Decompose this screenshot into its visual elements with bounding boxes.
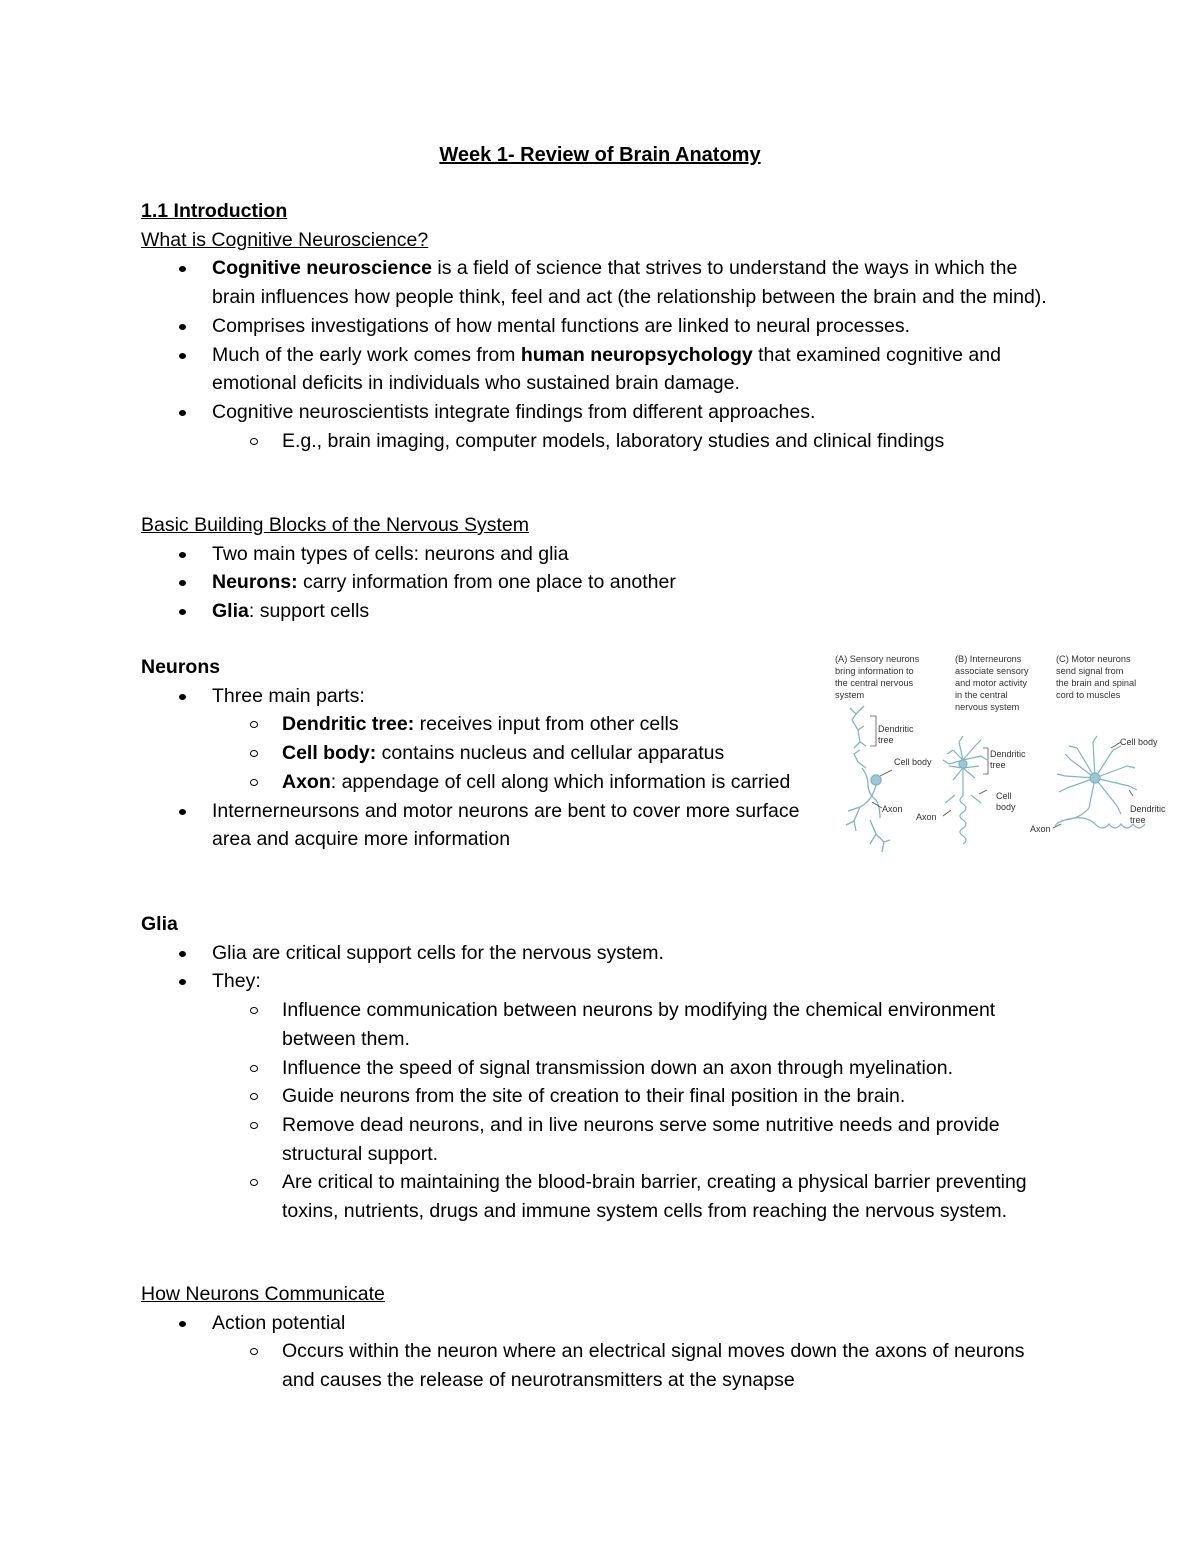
- circle-bullet-icon: [250, 750, 258, 757]
- list-item-text: carry information from one place to another: [297, 571, 676, 594]
- list-item-text: Remove dead neurons, and in live neurons serve some nutritive needs and provide structural support.: [282, 1113, 1000, 1165]
- sub-list-item: [141, 739, 821, 768]
- label-a-cell-body: Cell body: [894, 757, 932, 767]
- list-item: [141, 597, 1061, 626]
- sub-list-item: [141, 996, 1041, 1053]
- list-item-text: Cognitive neuroscientists integrate findings from different approaches.: [212, 400, 816, 423]
- building-blocks-section: [141, 511, 1061, 626]
- list-item: [141, 967, 1041, 996]
- neurons-list: [141, 682, 821, 854]
- list-item: [141, 540, 1061, 569]
- bullet-icon: [179, 552, 186, 558]
- bullet-icon: [179, 809, 186, 815]
- term-neurons: Neurons:: [212, 571, 298, 594]
- bullet-icon: [179, 979, 186, 985]
- list-item-text: is a field of science that strives to understand the ways in which the brain influences how people think, feel and act (the relationship between the brain and the mind).: [212, 257, 1047, 309]
- figure-caption-b: (B) Interneurons associate sensory and motor activity in the central nervous system: [955, 654, 1029, 712]
- bullet-icon: [179, 410, 186, 416]
- list-item: [141, 1309, 1041, 1338]
- intro-list: [141, 254, 1061, 455]
- intro-subheading: What is Cognitive Neuroscience?: [141, 228, 429, 251]
- list-item-text: Guide neurons from the site of creation to their final position in the brain.: [282, 1085, 906, 1108]
- bullet-icon: [179, 1321, 186, 1327]
- glia-heading: Glia: [141, 913, 178, 935]
- list-item-text: Are critical to maintaining the blood-brain barrier, creating a physical barrier preventing toxins, nutrients, drugs and immune system cells from reaching the nervous system.: [282, 1171, 1027, 1223]
- list-item-text: E.g., brain imaging, computer models, laboratory studies and clinical findings: [282, 429, 945, 452]
- list-item-text: contains nucleus and cellular apparatus: [376, 742, 725, 765]
- list-item: [141, 797, 821, 854]
- bullet-icon: [179, 580, 186, 586]
- neurons-section: [141, 653, 821, 854]
- term-human-neuropsychology: human neuropsychology: [520, 343, 753, 366]
- building-blocks-list: [141, 540, 1061, 626]
- circle-bullet-icon: [250, 1179, 258, 1186]
- list-item: [141, 254, 1061, 311]
- label-b-dendritic-tree: Dendritic tree: [990, 749, 1026, 770]
- label-a-dendritic-tree: Dendritic tree: [878, 724, 914, 745]
- intro-section: [141, 197, 1061, 455]
- list-item: [141, 568, 1061, 597]
- interneuron-drawing: [943, 736, 987, 844]
- circle-bullet-icon: [250, 1093, 258, 1100]
- building-blocks-heading: Basic Building Blocks of the Nervous System: [141, 514, 530, 536]
- circle-bullet-icon: [250, 1122, 258, 1129]
- sub-list-item: [141, 427, 1061, 456]
- sub-list-item: [141, 1168, 1041, 1225]
- list-item: [141, 398, 1061, 427]
- sub-list-item: [141, 1054, 1041, 1083]
- bullet-icon: [179, 266, 186, 272]
- label-b-axon: Axon: [916, 812, 937, 822]
- figure-caption-a: (A) Sensory neurons bring information to the central nervous system: [835, 654, 920, 700]
- communicate-list: [141, 1309, 1041, 1395]
- intro-heading: 1.1 Introduction: [141, 200, 288, 222]
- list-item-text: Influence the speed of signal transmission down an axon through myelination.: [282, 1056, 953, 1079]
- circle-bullet-icon: [250, 1007, 258, 1014]
- page-title: Week 1- Review of Brain Anatomy: [439, 144, 761, 166]
- list-item-text: Action potential: [212, 1311, 346, 1334]
- bullet-icon: [179, 694, 186, 700]
- term-glia: Glia: [212, 600, 249, 623]
- term-axon: Axon: [282, 770, 331, 793]
- list-item-text: Glia are critical support cells for the nervous system.: [212, 941, 664, 964]
- circle-bullet-icon: [250, 779, 258, 786]
- label-c-cell-body: Cell body: [1120, 737, 1158, 747]
- bullet-icon: [179, 609, 186, 615]
- neuron-types-figure: [830, 650, 1170, 868]
- list-item-text: Influence communication between neurons by modifying the chemical environment between them.: [282, 999, 996, 1050]
- label-c-dendritic-tree: Dendritic tree: [1130, 804, 1166, 825]
- communicate-heading: How Neurons Communicate: [141, 1283, 385, 1305]
- list-item-text: Internerneursons and motor neurons are bent to cover more surface area and acquire more information: [212, 799, 800, 851]
- list-item-text: that examined cognitive and emotional deficits in individuals who sustained brain damage.: [212, 343, 1001, 395]
- sub-list-item: [141, 1337, 1041, 1394]
- circle-bullet-icon: [250, 438, 258, 445]
- sub-list-item: [141, 768, 821, 797]
- list-item-text: Two main types of cells: neurons and glia: [212, 542, 569, 565]
- neurons-heading: Neurons: [141, 656, 221, 678]
- glia-list: [141, 939, 1041, 1226]
- list-item-text: Much of the early work comes from: [212, 343, 521, 366]
- bullet-icon: [179, 951, 186, 957]
- bullet-icon: [179, 353, 186, 359]
- list-item-text: receives input from other cells: [414, 713, 679, 736]
- list-item-text: Three main parts:: [212, 684, 365, 707]
- term-cognitive-neuroscience: Cognitive neuroscience: [212, 257, 432, 280]
- list-item: [141, 312, 1061, 341]
- list-item: [141, 682, 821, 711]
- circle-bullet-icon: [250, 1065, 258, 1072]
- term-cell-body: Cell body:: [282, 742, 377, 765]
- bullet-icon: [179, 324, 186, 330]
- sub-list-item: [141, 710, 821, 739]
- sub-list-item: [141, 1082, 1041, 1111]
- list-item-text: They:: [212, 970, 261, 993]
- list-item-text: : appendage of cell along which information is carried: [330, 770, 791, 793]
- label-c-axon: Axon: [1030, 824, 1051, 834]
- communicate-section: [141, 1280, 1041, 1395]
- circle-bullet-icon: [250, 1348, 258, 1355]
- label-a-axon: Axon: [882, 804, 903, 814]
- list-item-text: : support cells: [248, 600, 370, 623]
- glia-section: [141, 910, 1041, 1226]
- list-item-text: Occurs within the neuron where an electrical signal moves down the axons of neurons and causes the release of neurotransmitters at the synapse: [282, 1340, 1025, 1392]
- term-dendritic-tree: Dendritic tree:: [282, 713, 415, 736]
- list-item: [141, 341, 1061, 398]
- sub-list-item: [141, 1111, 1041, 1168]
- list-item-text: Comprises investigations of how mental functions are linked to neural processes.: [212, 314, 911, 337]
- circle-bullet-icon: [250, 721, 258, 728]
- label-b-cell-body: Cell body: [996, 791, 1016, 812]
- list-item: [141, 939, 1041, 968]
- figure-caption-c: (C) Motor neurons send signal from the brain and spinal cord to muscles: [1056, 654, 1137, 700]
